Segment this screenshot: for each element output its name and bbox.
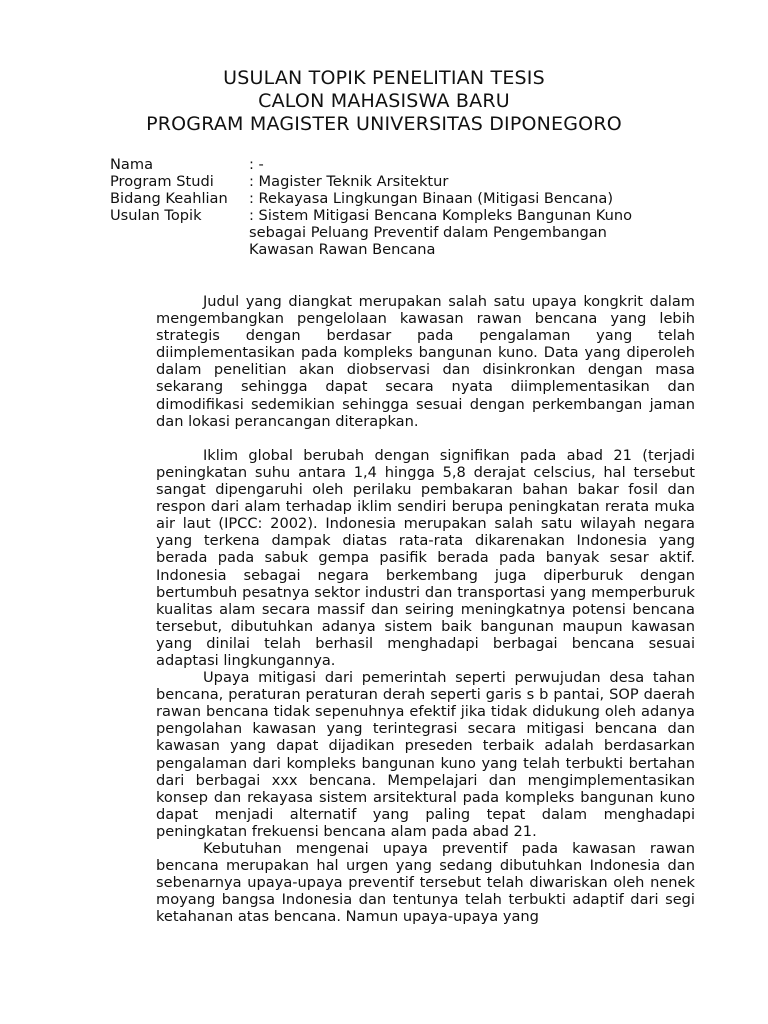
meta-row-bidang-keahlian (110, 190, 670, 207)
meta-label-program-studi: Program Studi (110, 173, 214, 190)
meta-value-program-studi: : Magister Teknik Arsitektur (249, 173, 449, 190)
document-title (0, 67, 768, 136)
paragraph-3: Upaya mitigasi dari pemerintah seperti perwujudan desa tahan bencana, peraturan peraturan derah seperti garis s b pantai, SOP daerah rawan bencana tidak sepenuhnya efektif jika tidak didukung oleh adanya pengolahan kawasan yang terintegrasi secara mitigasi bencana dan kawasan yang dapat dijadikan preseden terbaik adalah berdasarkan pengalaman dari kompleks bangunan kuno yang telah terbukti bertahan dari berbagai xxx bencana. Mempelajari dan mengimplementasikan konsep dan rekayasa sistem arsitektural pada kompleks bangunan kuno dapat menjadi alternatif yang paling tepat dalam menghadapi peningkatan frekuensi bencana alam pada abad 21. (156, 669, 695, 840)
title-line-2: CALON MAHASISWA BARU (258, 90, 510, 112)
topic-line-1: : Sistem Mitigasi Bencana Kompleks Bangunan Kuno (249, 207, 633, 224)
meta-row-program-studi (110, 173, 670, 190)
meta-value-nama: : - (249, 156, 264, 173)
paragraph-2: Iklim global berubah dengan signifikan pada abad 21 (terjadi peningkatan suhu antara 1,4 hingga 5,8 derajat celscius, hal tersebut sangat dipengaruhi oleh perilaku pembakaran bahan bakar fosil dan respon dari alam terhadap iklim sendiri berupa peningkatan rerata muka air laut (IPCC: 2002). Indonesia merupakan salah satu wilayah negara yang terkena dampak diatas rata-rata dikarenakan Indonesia yang berada pada sabuk gempa pasifik berada pada banyak sesar aktif. Indonesia sebagai negara berkembang juga diperburuk dengan bertumbuh pesatnya sektor industri dan transportasi yang memperburuk kualitas alam secara massif dan seiring meningkatnya potensi bencana tersebut, dibutuhkan adanya sistem baik bangunan maupun kawasan yang dinilai telah berhasil menghadapi berbagai bencana sesuai adaptasi lingkungannya. (156, 446, 695, 669)
paragraph-1: Judul yang diangkat merupakan salah satu upaya kongkrit dalam mengembangkan pengelolaan kawasan rawan bencana yang lebih strategis dengan berdasar pada pengalaman yang telah diimplementasikan pada kompleks bangunan kuno. Data yang diperoleh dalam penelitian akan diobservasi dan disinkronkan dengan masa sekarang sehingga dapat secara nyata diimplementasikan dan dimodifikasi sedemikian sehingga sesuai dengan perkembangan jaman dan lokasi perancangan diterapkan. (156, 293, 695, 430)
meta-row-nama (110, 156, 670, 173)
title-line-3: PROGRAM MAGISTER UNIVERSITAS DIPONEGORO (146, 113, 622, 135)
applicant-info (110, 156, 670, 258)
topic-line-2: sebagai Peluang Preventif dalam Pengembangan (249, 224, 607, 241)
meta-label-nama: Nama (110, 156, 154, 173)
meta-row-usulan-topik (110, 207, 670, 258)
meta-value-bidang-keahlian: : Rekayasa Lingkungan Binaan (Mitigasi Bencana) (249, 190, 614, 207)
body-text (156, 293, 695, 925)
meta-label-bidang-keahlian: Bidang Keahlian (110, 190, 228, 207)
title-line-1: USULAN TOPIK PENELITIAN TESIS (223, 67, 545, 89)
paragraph-4: Kebutuhan mengenai upaya preventif pada kawasan rawan bencana merupakan hal urgen yang sedang dibutuhkan Indonesia dan sebenarnya upaya-upaya preventif tersebut telah diwariskan oleh nenek moyang bangsa Indonesia dan tentunya telah terbukti adaptif dari segi ketahanan atas bencana. Namun upaya-upaya yang (156, 840, 695, 926)
topic-line-3: Kawasan Rawan Bencana (249, 241, 436, 258)
meta-value-usulan-topik (249, 207, 670, 258)
meta-label-usulan-topik: Usulan Topik (110, 207, 202, 224)
